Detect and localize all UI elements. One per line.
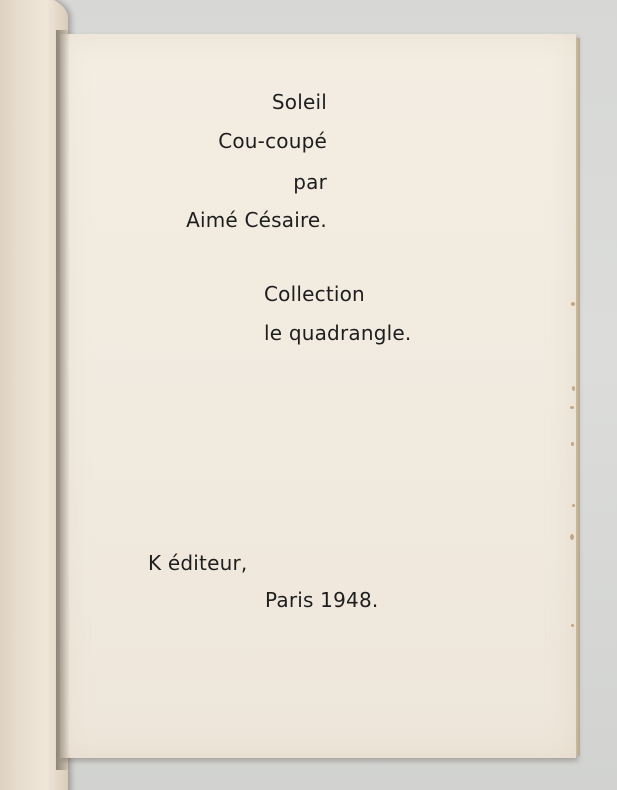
title-line-cou-coupe: Cou-coupé bbox=[218, 129, 327, 153]
author-name: Aimé Césaire. bbox=[186, 208, 327, 232]
collection-name: le quadrangle. bbox=[264, 321, 412, 345]
title-page bbox=[60, 34, 576, 758]
gutter-shadow bbox=[56, 30, 70, 770]
title-line-par: par bbox=[293, 170, 327, 194]
publication-place-year: Paris 1948. bbox=[265, 588, 379, 612]
title-line-soleil: Soleil bbox=[271, 90, 327, 114]
page-edge bbox=[576, 38, 580, 756]
collection-label: Collection bbox=[264, 282, 365, 306]
publisher-name: K éditeur, bbox=[148, 551, 248, 575]
